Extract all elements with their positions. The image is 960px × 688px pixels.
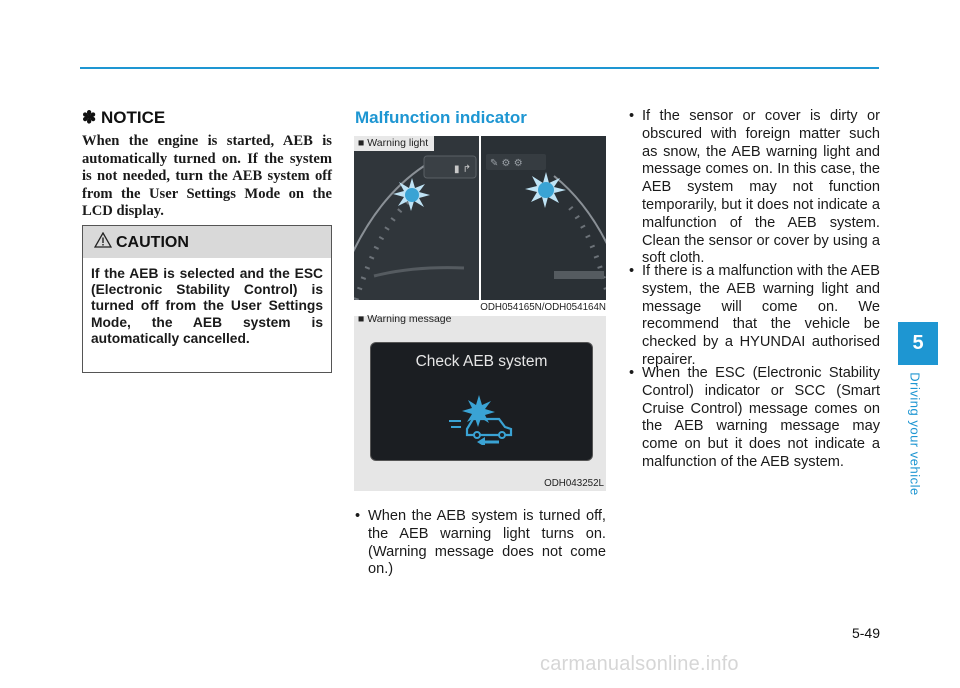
bullet-text: When the AEB system is turned off, the AEB warning light turns on. (Warning message does not come on.) <box>368 508 606 578</box>
warning-light-figure <box>354 136 606 300</box>
bullet-text: If there is a malfunction with the AEB system, the AEB warning light and message will come on. We recommend that the vehicle be checked by a HYUNDAI authorised repairer. <box>642 263 880 368</box>
top-rule <box>80 67 879 69</box>
bullet-text: When the ESC (Electronic Stability Control) indicator or SCC (Smart Cruise Control) message comes on the AEB warning message may come on but it does not indicate a malfunction of the AEB system. <box>642 365 880 470</box>
lcd-screen <box>371 343 592 460</box>
chapter-number: 5 <box>898 322 938 365</box>
aeb-message-icon <box>447 395 519 445</box>
warning-light-code: ODH054165N/ODH054164N <box>464 301 606 315</box>
list-item <box>629 263 880 370</box>
list-item <box>629 365 880 472</box>
caution-header <box>83 226 331 258</box>
svg-text:▮ ↱: ▮ ↱ <box>454 164 472 175</box>
aeb-warning-icon <box>524 172 568 208</box>
screen-text: Check AEB system <box>415 353 548 370</box>
chapter-title-text: Driving your vehicle <box>907 372 923 496</box>
notice-body: When the engine is started, AEB is automatically turned on. If the system is not needed, turn the AEB system off from the User Settings Mode on the LCD display. <box>82 133 332 220</box>
bullet-dot: • <box>629 365 635 381</box>
chapter-title <box>902 370 928 498</box>
warning-message-label: ■ Warning message <box>358 313 452 325</box>
list-item <box>355 508 606 579</box>
caution-box <box>82 225 332 373</box>
bullet-dot: • <box>355 508 361 524</box>
bullet-text: If the sensor or cover is dirty or obscured with foreign matter such as snow, the AEB warning light and message comes on. In this case, the AEB system may not function temporarily, but it does not indicate a malfunction of the AEB system. Clean the sensor or cover by using a soft cloth. <box>642 108 880 267</box>
list-item <box>629 108 880 268</box>
warning-message-code: ODH043252L <box>544 478 604 489</box>
warning-light-label: ■ Warning light <box>354 136 434 151</box>
caution-triangle-icon <box>94 232 112 248</box>
bullet-dot: • <box>629 108 635 124</box>
notice-title: ✽ NOTICE <box>82 108 166 127</box>
cluster-illustration <box>354 136 606 300</box>
page-number: 5-49 <box>851 625 880 641</box>
watermark: carmanualsonline.info <box>540 653 739 675</box>
caution-body: If the AEB is selected and the ESC (Electronic Stability Control) is turned off from the User Settings Mode, the AEB system is automatically cancelled. <box>91 266 323 346</box>
svg-text:✎ ⚙ ⚙: ✎ ⚙ ⚙ <box>490 158 523 169</box>
section-title: Malfunction indicator <box>355 108 527 127</box>
caution-title: CAUTION <box>116 234 189 251</box>
aeb-warning-icon <box>392 178 432 212</box>
bullet-dot: • <box>629 263 635 279</box>
